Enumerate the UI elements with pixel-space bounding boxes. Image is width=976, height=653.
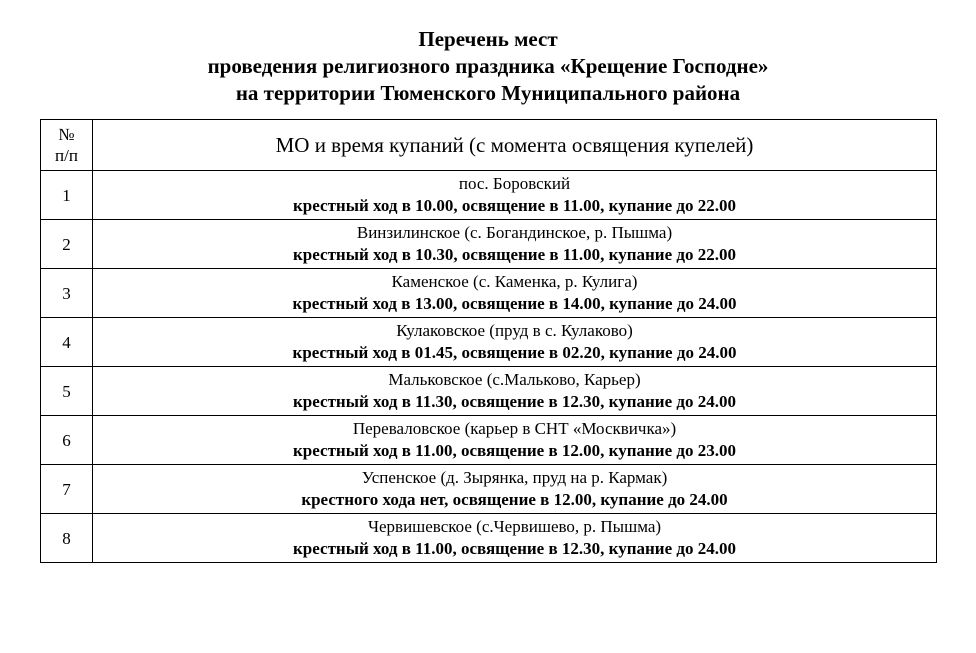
table-row (41, 318, 937, 367)
row-place: Червишевское (с.Червишево, р. Пышма) (367, 517, 662, 536)
row-times: крестный ход в 13.00, освящение в 14.00, купание до 24.00 (292, 294, 737, 313)
row-content (93, 318, 937, 367)
page-title-line-1: Перечень мест (418, 27, 558, 51)
row-content (93, 269, 937, 318)
row-place: Переваловское (карьер в СНТ «Москвичка») (352, 419, 677, 438)
column-header-body: МО и время купаний (с момента освящения купелей) (93, 120, 937, 171)
table-body (41, 120, 937, 563)
row-number: 5 (41, 367, 93, 416)
row-number: 4 (41, 318, 93, 367)
column-header-number (41, 120, 93, 171)
table-row (41, 220, 937, 269)
page-title-line-2: проведения религиозного праздника «Крещение Господне» (207, 54, 769, 78)
page-title (0, 0, 976, 107)
row-number: 7 (41, 465, 93, 514)
row-number: 2 (41, 220, 93, 269)
row-place: пос. Боровский (458, 174, 571, 193)
table-row (41, 416, 937, 465)
table-row (41, 171, 937, 220)
table-row (41, 367, 937, 416)
row-content (93, 514, 937, 563)
row-times: крестный ход в 10.30, освящение в 11.00, купание до 22.00 (293, 245, 736, 264)
column-header-number-line-1: № (58, 125, 75, 144)
table-row (41, 514, 937, 563)
row-content (93, 465, 937, 514)
row-times: крестного хода нет, освящение в 12.00, купание до 24.00 (301, 490, 728, 509)
row-times: крестный ход в 01.45, освящение в 02.20, купание до 24.00 (292, 343, 737, 362)
row-content (93, 220, 937, 269)
row-place: Кулаковское (пруд в с. Кулаково) (396, 321, 633, 340)
row-place: Каменское (с. Каменка, р. Кулига) (391, 272, 638, 291)
row-place: Успенское (д. Зырянка, пруд на р. Кармак) (361, 468, 668, 487)
page-title-line-3: на территории Тюменского Муниципального района (235, 81, 741, 105)
row-content (93, 416, 937, 465)
row-place: Винзилинское (с. Богандинское, р. Пышма) (356, 223, 673, 242)
table-container (40, 119, 936, 563)
row-times: крестный ход в 10.00, освящение в 11.00, купание до 22.00 (293, 196, 736, 215)
column-header-number-line-2: п/п (55, 146, 78, 165)
row-content (93, 171, 937, 220)
row-times: крестный ход в 11.30, освящение в 12.30, купание до 24.00 (293, 392, 736, 411)
row-number: 1 (41, 171, 93, 220)
row-number: 6 (41, 416, 93, 465)
table-header-row (41, 120, 937, 171)
table-row (41, 269, 937, 318)
row-place: Мальковское (с.Мальково, Карьер) (388, 370, 641, 389)
schedule-table (40, 119, 937, 563)
row-times: крестный ход в 11.00, освящение в 12.00, купание до 23.00 (293, 441, 736, 460)
row-content (93, 367, 937, 416)
row-number: 3 (41, 269, 93, 318)
row-times: крестный ход в 11.00, освящение в 12.30, купание до 24.00 (293, 539, 736, 558)
row-number: 8 (41, 514, 93, 563)
table-row (41, 465, 937, 514)
